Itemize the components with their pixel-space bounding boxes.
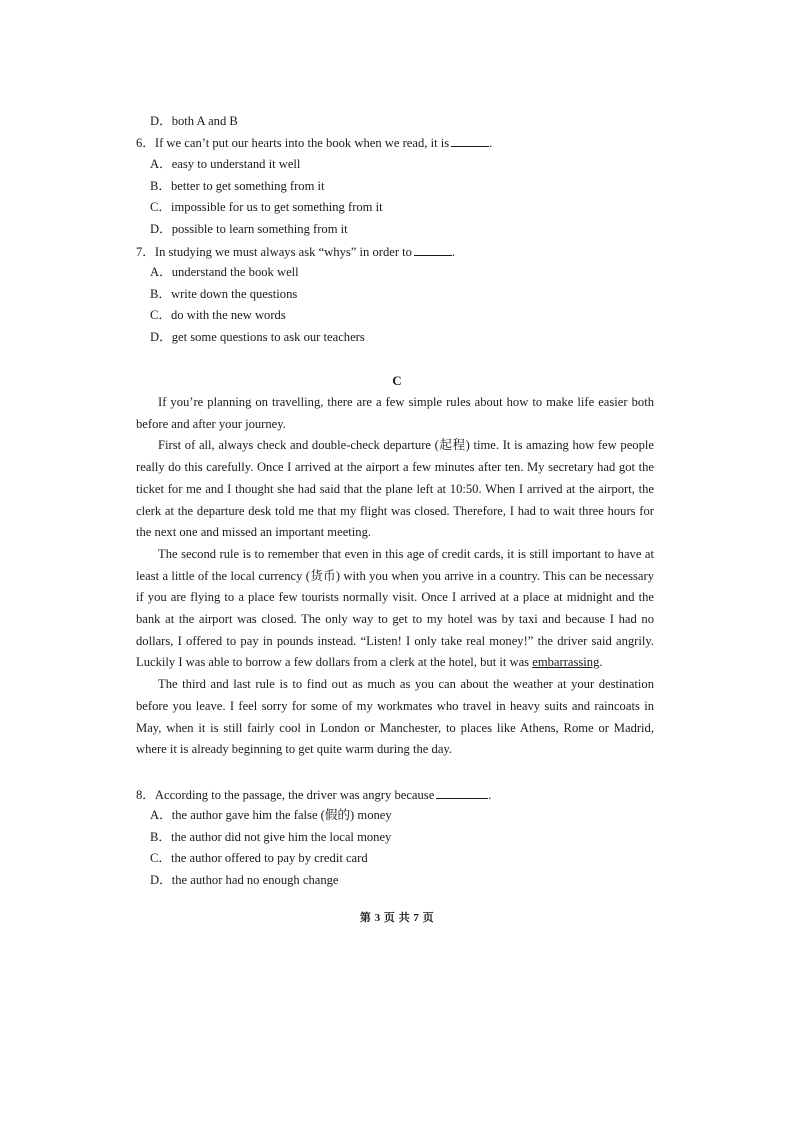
question-7-stem: 7．In studying we must always ask “whys” in order to . <box>136 245 456 259</box>
answer-blank <box>436 786 488 799</box>
question-6-option-d: D．possible to learn something from it <box>150 222 348 236</box>
question-8-stem: 8．According to the passage, the driver was angry because . <box>136 788 492 802</box>
question-8-option-a: A．the author gave him the false (假的) money <box>150 808 392 822</box>
question-6-option-c: C．impossible for us to get something from it <box>150 200 383 214</box>
passage-paragraph-4: The third and last rule is to find out as much as you can about the weather at your destination before you leave. I feel sorry for some of my workmates who travel in heavy suits and raincoats in May, when it is still fairly cool in London or Manchester, to places like Athens, Rome or Madrid, where it is already beginning to get quite warm during the day. <box>136 677 654 757</box>
question-8-option-c: C．the author offered to pay by credit card <box>150 851 368 865</box>
question-8-option-b: B．the author did not give him the local money <box>150 830 392 844</box>
question-6-stem: 6．If we can’t put our hearts into the book when we read, it is . <box>136 136 493 150</box>
answer-blank <box>414 243 452 256</box>
question-7-option-b: B．write down the questions <box>150 287 298 301</box>
question-6-option-a: A．easy to understand it well <box>150 157 301 171</box>
question-7-option-c: C．do with the new words <box>150 308 286 322</box>
passage-paragraph-3: The second rule is to remember that even in this age of credit cards, it is still important to have at least a little of the local currency (货币) with you when you arrive in a country. This can be necessary if you are flying to a place few tourists normally visit. Once I arrived at a place at midnight and the bank at the airport was closed. The only way to get to my hotel was by taxi and because I had no dollars, I offered to pay in pounds instead. “Listen! I only take real money!” the driver said angrily. Luckily I was able to borrow a few dollars from a clerk at the hotel, but it was embarrassing. <box>136 546 654 670</box>
question-8-option-d: D．the author had no enough change <box>150 873 339 887</box>
section-heading: C <box>392 373 402 388</box>
question-6-option-b: B．better to get something from it <box>150 179 325 193</box>
page-number-footer: 第 3 页 共 7 页 <box>359 912 435 924</box>
passage-paragraph-2: First of all, always check and double-check departure (起程) time. It is amazing how few people really do this carefully. Once I arrived at the airport a few minutes after ten. My secretary had got the ticket for me and I thought she had said that the plane left at 10:50. When I arrived at the airport, the clerk at the departure desk told me that my flight was closed. Therefore, I had to wait three hours for the next one and missed an important meeting. <box>136 438 654 540</box>
answer-blank <box>451 134 489 147</box>
question-7-option-a: A．understand the book well <box>150 265 299 279</box>
question-7-option-d: D．get some questions to ask our teachers <box>150 330 365 344</box>
passage-paragraph-1: If you’re planning on travelling, there are a few simple rules about how to make life easier both before and after your journey. <box>136 395 654 431</box>
reading-passage <box>136 392 654 761</box>
underlined-word: embarrassing <box>532 655 600 670</box>
option-d-prev: D．both A and B <box>150 114 238 128</box>
